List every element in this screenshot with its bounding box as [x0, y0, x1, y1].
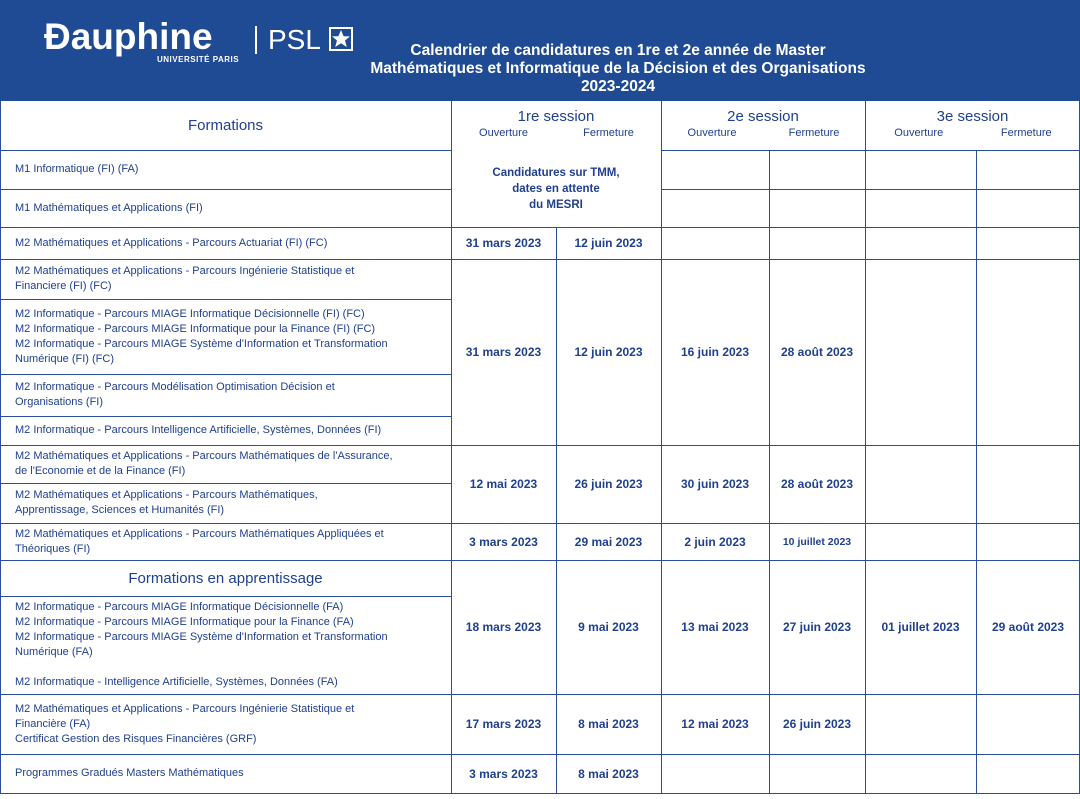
date-cell: 8 mai 2023 — [578, 766, 639, 781]
grid-line — [0, 374, 451, 375]
grid-line — [0, 445, 1080, 446]
grid-line — [976, 150, 977, 793]
grid-line — [0, 227, 1080, 228]
formation-label: M2 Mathématiques et Applications - Parcours Ingénierie Statistique et Financière (FA) Certificat Gestion des Risques Financières (GRF) — [15, 702, 355, 745]
formations-header: Formations — [187, 117, 264, 134]
date-cell — [865, 445, 976, 523]
title-line-2: Mathématiques et Informatique de la Décision et des Organisations — [370, 60, 866, 77]
date-cell: 8 mai 2023 — [578, 717, 639, 731]
formation-label: M2 Mathématiques et Applications - Parcours Mathématiques, Apprentissage, Sciences et Humanités (FI) — [15, 489, 318, 516]
grid-line — [556, 227, 557, 793]
grid-line — [0, 560, 1080, 561]
session2-header — [661, 101, 865, 150]
grid-line — [0, 189, 451, 190]
grid-line — [451, 101, 452, 793]
date-cell: 12 juin 2023 — [574, 236, 643, 250]
date-cell — [865, 694, 976, 754]
date-cell — [976, 754, 1080, 793]
title-line-3: 2023-2024 — [580, 78, 656, 95]
date-cell: 28 août 2023 — [780, 345, 854, 359]
grid-line — [865, 101, 866, 793]
formation-label: M2 Mathématiques et Applications - Parcours Mathématiques Appliquées et Théoriques (FI) — [15, 527, 384, 555]
dauphine-logo: Ɖauphine — [44, 16, 213, 57]
grid-line — [0, 483, 451, 484]
title-line-1: Calendrier de candidatures en 1re et 2e année de Master — [410, 42, 826, 59]
date-cell: 26 juin 2023 — [574, 477, 643, 491]
date-cell: 28 août 2023 — [780, 477, 854, 491]
formation-label: M2 Informatique - Parcours MIAGE Informatique Décisionnelle (FA) M2 Informatique - Parcours MIAGE Informatique pour la Finance (FA) M2 Informatique - Parcours MIAGE Système d'Information et Transformation Numérique (FA) M2 Informatique - Intelligence Artificielle, Systèmes, Données (FA) — [15, 601, 388, 688]
session1-header — [451, 101, 661, 150]
date-cell: 18 mars 2023 — [465, 620, 542, 634]
formation-label: M1 Informatique (FI) (FA) — [15, 163, 139, 175]
session3-title: 3e session — [936, 108, 1009, 125]
date-cell: 10 juillet 2023 — [782, 535, 852, 548]
formation-label: M2 Mathématiques et Applications - Parcours Actuariat (FI) (FC) — [15, 236, 328, 249]
grid-line — [0, 523, 1080, 524]
grid-line — [0, 694, 1080, 695]
date-cell: 12 mai 2023 — [469, 477, 538, 491]
date-cell — [865, 523, 976, 560]
formation-label: M2 Informatique - Parcours MIAGE Informatique Décisionnelle (FI) (FC) M2 Informatique - Parcours MIAGE Informatique pour la Finance (FI) (FC) M2 Informatique - Parcours MIAGE Système d'Information et Transformation Numérique (FI) (FC) — [15, 307, 388, 365]
date-cell: 12 juin 2023 — [574, 345, 643, 359]
grid-line — [661, 150, 1080, 151]
formation-label: M1 Mathématiques et Applications (FI) — [15, 201, 203, 214]
date-cell: 3 mars 2023 — [469, 766, 538, 781]
date-cell: 17 mars 2023 — [465, 717, 542, 731]
session1-title: 1re session — [517, 108, 595, 125]
date-cell: 26 juin 2023 — [782, 717, 852, 731]
s3-open-label: Ouverture — [894, 127, 944, 139]
formation-label: M2 Mathématiques et Applications - Parcours Ingénierie Statistique et Financiere (FI) (FC) — [15, 265, 355, 292]
date-cell — [976, 259, 1080, 445]
formation-label: M2 Informatique - Parcours Intelligence Artificielle, Systèmes, Données (FI) — [15, 424, 382, 436]
grid-line — [0, 596, 451, 597]
grid-line — [0, 150, 451, 151]
date-cell — [661, 754, 769, 793]
date-cell — [769, 754, 865, 793]
grid-line — [0, 101, 1, 793]
date-cell — [976, 227, 1080, 259]
s1-close-label: Fermeture — [583, 127, 634, 139]
date-cell — [865, 754, 976, 793]
grid-line — [769, 150, 770, 793]
date-cell — [769, 227, 865, 259]
date-cell: 29 mai 2023 — [574, 534, 643, 549]
date-cell — [976, 523, 1080, 560]
date-cell — [976, 445, 1080, 523]
date-cell: 30 juin 2023 — [680, 477, 750, 491]
grid-line — [0, 259, 1080, 260]
date-cell: 01 juillet 2023 — [881, 620, 960, 634]
date-cell: 13 mai 2023 — [681, 620, 749, 634]
grid-line — [661, 101, 662, 793]
date-cell: 12 mai 2023 — [681, 717, 749, 731]
s1-open-label: Ouverture — [479, 127, 528, 139]
date-cell: 29 août 2023 — [991, 620, 1065, 634]
psl-logo: PSL — [268, 24, 321, 55]
date-cell: 16 juin 2023 — [680, 345, 750, 359]
session2-title: 2e session — [727, 108, 799, 125]
grid-line — [0, 299, 451, 300]
date-cell — [976, 694, 1080, 754]
formation-label: Programmes Gradués Masters Mathématiques — [15, 767, 244, 779]
logo-subtitle: UNIVERSITÉ PARIS — [157, 55, 240, 64]
grid-line — [0, 754, 1080, 755]
date-cell: 27 juin 2023 — [782, 620, 852, 634]
date-cell — [865, 227, 976, 259]
date-cell: 31 mars 2023 — [465, 345, 542, 359]
grid-line — [0, 793, 1080, 794]
session3-header — [865, 101, 1080, 150]
date-cell: 9 mai 2023 — [578, 620, 639, 634]
date-cell — [865, 259, 976, 445]
grid-line — [0, 416, 451, 417]
apprentissage-title: Formations en apprentissage — [128, 569, 323, 587]
date-cell: 2 juin 2023 — [684, 534, 746, 549]
formation-label: M2 Informatique - Parcours Modélisation Optimisation Décision et Organisations (FI) — [15, 381, 335, 408]
tmm-note: Candidatures sur TMM, dates en attente du MESRI — [492, 166, 620, 211]
date-cell — [661, 227, 769, 259]
s2-open-label: Ouverture — [687, 127, 737, 139]
s2-close-label: Fermeture — [788, 127, 840, 139]
date-cell: 3 mars 2023 — [469, 534, 538, 549]
s3-close-label: Fermeture — [1000, 127, 1052, 139]
date-cell: 31 mars 2023 — [465, 236, 542, 250]
formation-label: M2 Mathématiques et Applications - Parcours Mathématiques de l'Assurance, de l'Economie et de la Finance (FI) — [15, 450, 393, 477]
grid-line — [661, 189, 1080, 190]
